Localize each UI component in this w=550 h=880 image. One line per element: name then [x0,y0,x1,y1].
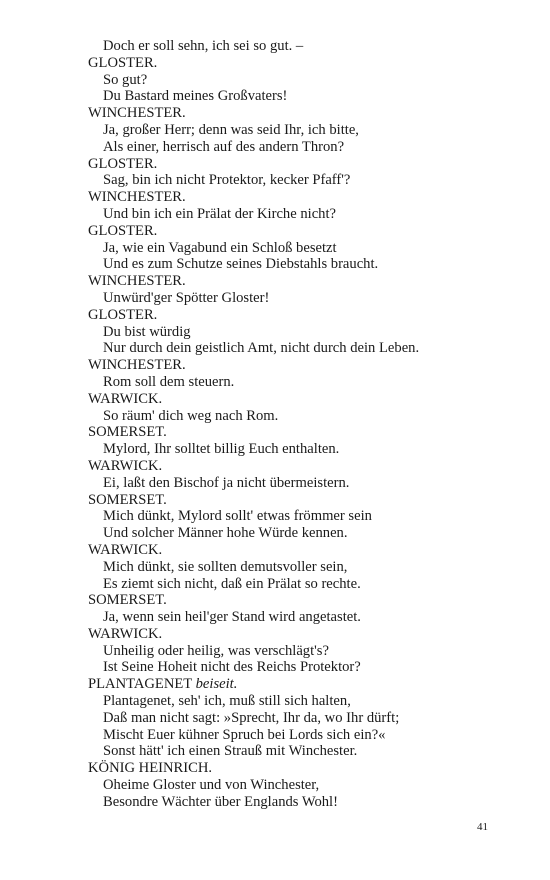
speaker-label: WINCHESTER. [88,273,186,290]
verse-line [88,290,528,307]
verse-text: Und es zum Schutze seines Diebstahls braucht. [103,256,379,273]
verse-line [88,206,528,223]
speaker-label: WINCHESTER. [88,105,186,122]
speaker-label: GLOSTER. [88,222,158,239]
verse-text: Sonst hätt' ich einen Strauß mit Winchester. [103,743,358,760]
speaker-label: GLOSTER. [88,155,158,172]
verse-line [88,559,528,576]
speaker-label: GLOSTER. [88,306,158,323]
verse-text: Nur durch dein geistlich Amt, nicht durch dein Leben. [103,340,420,357]
verse-line [88,693,528,710]
speaker-name [88,424,528,441]
speaker-label: WARWICK. [88,390,163,407]
verse-text: Unwürd'ger Spötter Gloster! [103,289,270,306]
speaker-name [88,357,528,374]
verse-line [88,643,528,660]
speaker-label: WARWICK. [88,625,163,642]
speaker-label: WINCHESTER. [88,189,186,206]
verse-text: Du bist würdig [103,323,191,340]
verse-text: Und solcher Männer hohe Würde kennen. [103,525,348,542]
verse-text: Plantagenet, seh' ich, muß still sich halten, [103,693,351,710]
verse-text: Sag, bin ich nicht Protektor, kecker Pfaff'? [103,172,351,189]
speaker-name [88,760,528,777]
verse-text: So gut? [103,71,148,88]
speaker-name [88,391,528,408]
speaker-label: KÖNIG HEINRICH. [88,760,213,777]
verse-text: Rom soll dem steuern. [103,373,235,390]
verse-text: Ist Seine Hoheit nicht des Reichs Protektor? [103,659,361,676]
speaker-label: PLANTAGENET [88,676,192,693]
verse-line [88,72,528,89]
verse-line [88,240,528,257]
verse-text: Du Bastard meines Großvaters! [103,88,288,105]
verse-line [88,727,528,744]
verse-text: Ei, laßt den Bischof ja nicht übermeistern. [103,474,350,491]
verse-line [88,88,528,105]
verse-text: Ja, großer Herr; denn was seid Ihr, ich bitte, [103,121,359,138]
verse-text: Daß man nicht sagt: »Sprecht, Ihr da, wo Ihr dürft; [103,709,400,726]
verse-line [88,139,528,156]
verse-text: Als einer, herrisch auf des andern Thron? [103,138,345,155]
verse-text: Mich dünkt, sie sollten demutsvoller sein, [103,558,348,575]
verse-text: Besondre Wächter über Englands Wohl! [103,793,338,810]
speaker-label: SOMERSET. [88,491,167,508]
verse-line [88,441,528,458]
speaker-label: WINCHESTER. [88,357,186,374]
verse-line [88,374,528,391]
verse-line [88,576,528,593]
speaker-name [88,105,528,122]
verse-line [88,508,528,525]
verse-line [88,710,528,727]
speaker-label: GLOSTER. [88,54,158,71]
speaker-name [88,542,528,559]
speaker-label: WARWICK. [88,457,163,474]
verse-line [88,659,528,676]
speaker-name [88,626,528,643]
verse-text: Ja, wie ein Vagabund ein Schloß besetzt [103,239,337,256]
verse-text: Doch er soll sehn, ich sei so gut. – [103,38,304,54]
verse-line [88,340,528,357]
verse-line [88,172,528,189]
verse-text: Es ziemt sich nicht, daß ein Prälat so rechte. [103,575,361,592]
speaker-name [88,676,528,693]
verse-text: Mich dünkt, Mylord sollt' etwas frömmer sein [103,508,372,525]
verse-text: Mischt Euer kühner Spruch bei Lords sich ein?« [103,726,386,743]
verse-line [88,256,528,273]
speaker-name [88,55,528,72]
speaker-name [88,492,528,509]
speaker-name [88,223,528,240]
speaker-name [88,189,528,206]
speaker-label: SOMERSET. [88,592,167,609]
verse-line [88,525,528,542]
verse-text: Unheilig oder heilig, was verschlägt's? [103,642,329,659]
verse-line [88,122,528,139]
verse-text: Ja, wenn sein heil'ger Stand wird angetastet. [103,609,361,626]
stage-direction: beiseit. [195,676,238,693]
speaker-name [88,307,528,324]
speaker-name [88,156,528,173]
verse-line [88,475,528,492]
speaker-name [88,592,528,609]
verse-line [88,324,528,341]
verse-text: Und bin ich ein Prälat der Kirche nicht? [103,205,337,222]
verse-text: Oheime Gloster und von Winchester, [103,777,320,794]
speaker-name [88,458,528,475]
verse-line [88,408,528,425]
play-text [88,38,528,811]
speaker-label: SOMERSET. [88,424,167,441]
verse-text: So räum' dich weg nach Rom. [103,407,279,424]
verse-line [88,609,528,626]
verse-line [88,777,528,794]
page-number: 41 [477,821,488,833]
verse-text: Mylord, Ihr solltet billig Euch enthalten. [103,441,340,458]
verse-line [88,38,528,55]
verse-line [88,743,528,760]
speaker-name [88,273,528,290]
verse-line [88,794,528,811]
speaker-label: WARWICK. [88,541,163,558]
